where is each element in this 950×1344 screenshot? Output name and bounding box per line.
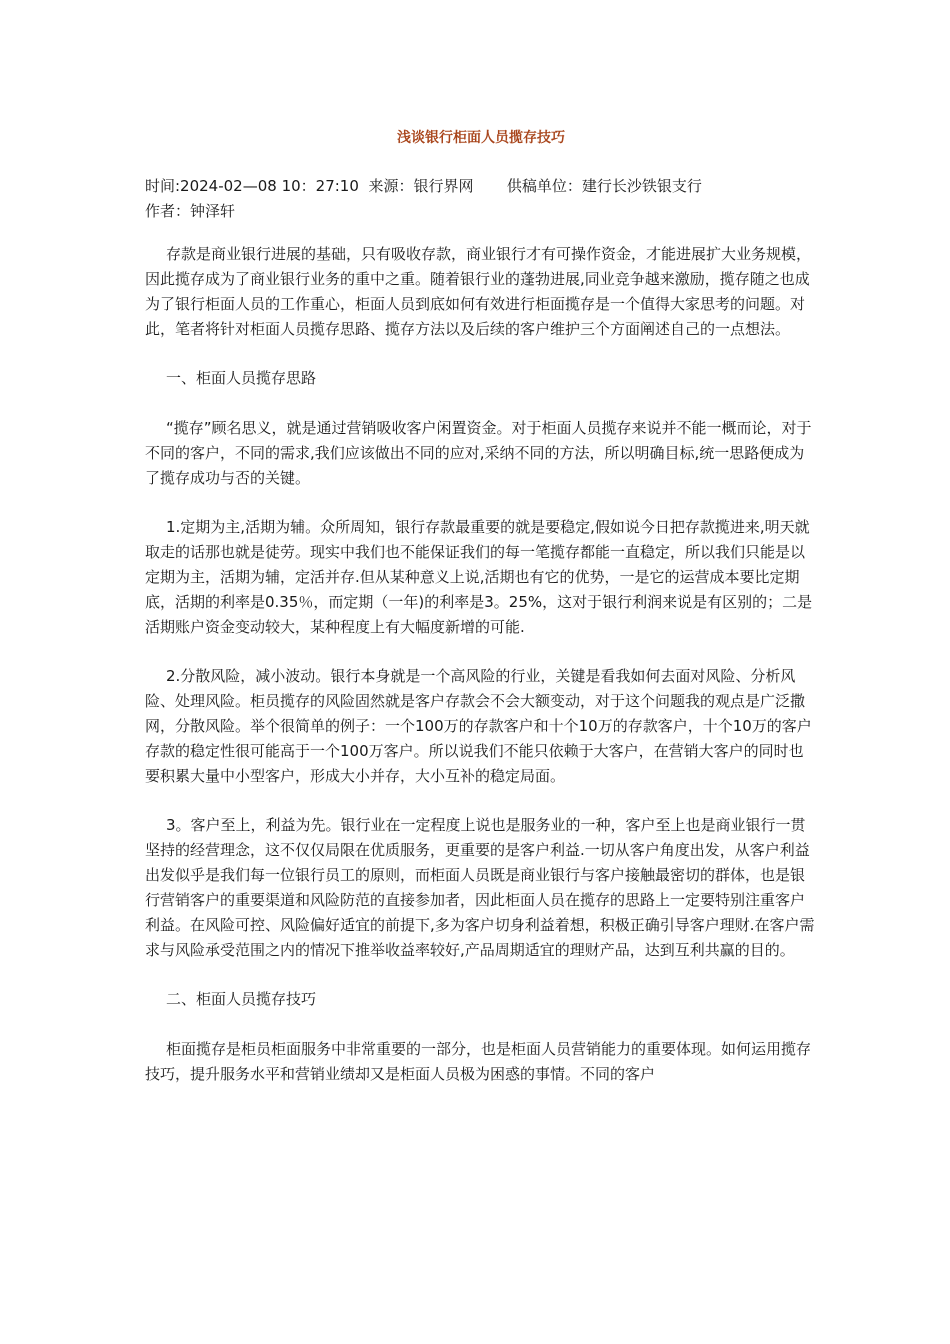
body-paragraph: 柜面揽存是柜员柜面服务中非常重要的一部分，也是柜面人员营销能力的重要体现。如何运用揽存技巧，提升服务水平和营销业绩却又是柜面人员极为困惑的事情。不同的客户 [145,1040,812,1083]
article-body [145,242,817,1111]
body-paragraph: “揽存”顾名思义，就是通过营销吸收客户闲置资金。对于柜面人员揽存来说并不能一概而论，对于不同的客户，不同的需求,我们应该做出不同的应对,采纳不同的方法，所以明确目标,统一思路便成为了揽存成功与否的关键。 [145,419,812,487]
meta-source: 来源：银行界网 [358,177,474,195]
section-heading: 二、柜面人员揽存技巧 [166,990,317,1008]
meta-author: 作者：钟泽轩 [145,202,236,220]
body-paragraph: 2.分散风险，减小波动。银行本身就是一个高风险的行业，关键是看我如何去面对风险、分析风险、处理风险。柜员揽存的风险固然就是客户存款会不会大额变动，对于这个问题我的观点是广泛撒网，分散风险。举个很简单的例子：一个100万的存款客户和十个10万的存款客户，十个10万的客户存款的稳定性很可能高于一个100万客户。所以说我们不能只依赖于大客户，在营销大客户的同时也要积累大量中小型客户，形成大小并存，大小互补的稳定局面。 [145,667,812,785]
meta-time: 时间:2024-02—08 10：27:10 [145,177,359,195]
meta-line [145,174,817,199]
section-heading: 一、柜面人员揽存思路 [166,369,317,387]
body-paragraph: 3。客户至上，利益为先。银行业在一定程度上说也是服务业的一种，客户至上也是商业银行一贯坚持的经营理念，这不仅仅局限在优质服务，更重要的是客户利益.一切从客户角度出发，从客户利益出发似乎是我们每一位银行员工的原则，而柜面人员既是商业银行与客户接触最密切的群体，也是银行营销客户的重要渠道和风险防范的直接参加者，因此柜面人员在揽存的思路上一定要特别注重客户利益。在风险可控、风险偏好适宜的前提下,多为客户切身利益着想，积极正确引导客户理财.在客户需求与风险承受范围之内的情况下推举收益率较好,产品周期适宜的理财产品，达到互利共赢的目的。 [145,816,815,959]
body-paragraph: 1.定期为主,活期为辅。众所周知，银行存款最重要的就是要稳定,假如说今日把存款揽进来,明天就取走的话那也就是徒劳。现实中我们也不能保证我们的每一笔揽存都能一直稳定，所以我们只能是以定期为主，活期为辅，定活并存.但从某种意义上说,活期也有它的优势，一是它的运营成本要比定期底，活期的利率是0.35％，而定期（一年)的利率是3。25%，这对于银行利润来说是有区别的；二是活期账户资金变动较大，某种程度上有大幅度新增的可能. [145,518,813,636]
intro-paragraph: 存款是商业银行进展的基础，只有吸收存款，商业银行才有可操作资金，才能进展扩大业务规模，因此揽存成为了商业银行业务的重中之重。随着银行业的蓬勃进展,同业竞争越来激励，揽存随之也成为了银行柜面人员的工作重心，柜面人员到底如何有效进行柜面揽存是一个值得大家思考的问题。对此，笔者将针对柜面人员揽存思路、揽存方法以及后续的客户维护三个方面阐述自己的一点想法。 [145,245,812,338]
article-title: 浅谈银行柜面人员揽存技巧 [397,130,565,146]
article-meta [145,174,817,224]
meta-supplier: 供稿单位：建行长沙铁银支行 [473,177,702,195]
